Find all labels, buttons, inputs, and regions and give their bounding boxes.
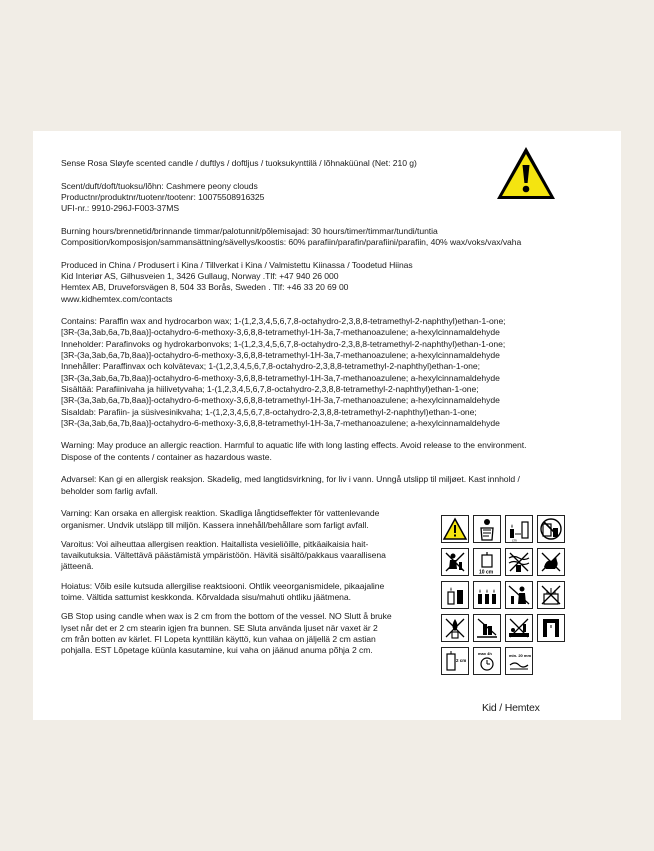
brand-logo-text: Kid / Hemtex [482, 702, 540, 714]
warning-et: Hoiatus: Võib esile kutsuda allergilise reaktsiooni. Ohtlik veeorganismidele, pikaajaline [61, 580, 385, 591]
product-label [33, 131, 621, 720]
contains-line: [3R-(3a,3ab,6a,7b,8aa)]-octahydro-6-methoxy-3,6,8,8-tetramethyl-1H-3a,7-methanoazulene; a-hexylcinnamaldehyde [61, 350, 500, 361]
burn-upright-icon [441, 581, 469, 609]
heat-resistant-surface-icon [473, 614, 501, 642]
warning-en: Warning: May produce an allergic reaction. Harmful to aquatic life with long lasting effects. Avoid release to the environment. [61, 440, 527, 451]
max-burn-time-icon [473, 647, 501, 675]
no-pets-icon [537, 548, 565, 576]
produced-in: Produced in China / Produsert i Kina / Tillverkat i Kina / Valmistettu Kiinassa / Toodetud Hiinas [61, 259, 413, 270]
contains-line: [3R-(3a,3ab,6a,7b,8aa)]-octahydro-6-methoxy-3,6,8,8-tetramethyl-1H-3a,7-methanoazulene; a-hexylcinnamaldehyde [61, 372, 500, 383]
safety-icon-grid [441, 515, 565, 675]
warning-sv: organismer. Undvik utsläpp till miljön. Kassera innehåll/behållare som farligt avfall. [61, 519, 369, 530]
stop-using: lyset når det er 2 cm stearin igjen fra bunnen. SE Sluta använda ljuset när vaxet är 2 [61, 622, 378, 633]
website: www.kidhemtex.com/contacts [61, 293, 173, 304]
burning-hours: Burning hours/brennetid/brinnande timmar/palotunnit/põlemisajad: 30 hours/timer/timmar/tundi/tuntia [61, 225, 438, 236]
warning-sv: Varning: Kan orsaka en allergisk reaktion. Skadliga långtidseffekter för vattenlevande [61, 508, 380, 519]
product-title: Sense Rosa Sløyfe scented candle / duftlys / doftljus / tuoksukynttilä / lõhnaküünal (Net: 210 g) [61, 158, 417, 168]
trim-wick-label: 10 cm [479, 569, 494, 575]
contains-line: [3R-(3a,3ab,6a,7b,8aa)]-octahydro-6-methoxy-3,6,8,8-tetramethyl-1H-3a,7-methanoazulene; a-hexylcinnamaldehyde [61, 417, 500, 428]
stop-burning-icon [537, 614, 565, 642]
no-unattended-icon [505, 581, 533, 609]
stop-at-2cm-icon [441, 647, 469, 675]
no-sleeping-icon [505, 614, 533, 642]
contains-line: [3R-(3a,3ab,6a,7b,8aa)]-octahydro-6-methoxy-3,6,8,8-tetramethyl-1H-3a,7-methanoazulene; a-hexylcinnamaldehyde [61, 327, 500, 338]
min-burn-time-label: min. 20 mm [509, 653, 532, 658]
contains-line: Sisältää: Parafiinivaha ja hiilivetyvaha; 1-(1,2,3,4,5,6,7,8-octahydro-2,3,8,8-tetramethyl-2-naphthyl)ethan-1-one; [61, 383, 479, 394]
read-instructions-icon [473, 515, 501, 543]
composition: Composition/komposisjon/sammansättning/sävellys/koostis: 60% parafiin/parafin/parafiini/parafiin, 40% wax/voks/vax/vaha [61, 237, 522, 248]
max-burn-time-label: max 4h [478, 651, 492, 656]
warning-en: Dispose of the contents / container as hazardous waste. [61, 451, 272, 462]
contains-line: Innehåller: Paraffinvax och kolvätevax; 1-(1,2,3,4,5,6,7,8-octahydro-2,3,8,8-tetramethyl-2-naphthyl)ethan-1-one; [61, 361, 480, 372]
product-number: Productnr/produktnr/tuotenr/tootenr: 10075508916325 [61, 191, 265, 202]
narrow-warnings [61, 508, 436, 656]
trim-wick-icon [473, 548, 501, 576]
warning-no: beholder som farlig avfall. [61, 485, 158, 496]
svg-text:cm: cm [512, 538, 517, 542]
stop-at-2cm-label: 2 cm [456, 658, 467, 663]
contains-line: [3R-(3a,3ab,6a,7b,8aa)]-octahydro-6-methoxy-3,6,8,8-tetramethyl-1H-3a,7-methanoazulene; a-hexylcinnamaldehyde [61, 395, 500, 406]
hemtex-address: Hemtex AB, Druveforsvägen 8, 504 33 Borås, Sweden . Tlf: +46 33 20 69 00 [61, 282, 349, 293]
contains-line: Sisaldab: Parafiin- ja süsivesinikvaha; 1-(1,2,3,4,5,6,7,8-octahydro-2,3,8,8-tetramethyl-2-naphthyl)ethan-1-one; [61, 406, 477, 417]
stop-using: GB Stop using candle when wax is 2 cm from the bottom of the vessel. NO Slutt å bruke [61, 611, 392, 622]
contains-block [61, 316, 606, 429]
no-children-icon [441, 548, 469, 576]
no-moving-icon [537, 581, 565, 609]
scent-line: Scent/duft/doft/tuoksu/lõhn: Cashmere peony clouds [61, 180, 258, 191]
warning-fi: tavaikutuksia. Vältettävä päästämistä ympäristöön. Hävitä sisältö/pakkaus vaarallisena [61, 550, 386, 561]
contains-line: Inneholder: Parafinvoks og hydrokarbonvoks; 1-(1,2,3,4,5,6,7,8-octahydro-2,3,8,8-tetramethyl-2-naphthyl)ethan-1-one; [61, 338, 506, 349]
warning-triangle-icon [441, 515, 469, 543]
spacing-candles-icon [473, 581, 501, 609]
warning-et: toime. Vältida sattumist keskkonda. Kõrvaldada sisu/mahuti ohtliku jäätmena. [61, 591, 351, 602]
warning-fi: jätteenä. [61, 561, 94, 572]
min-burn-time-icon [505, 647, 533, 675]
warning-fi: Varoitus: Voi aiheuttaa allergisen reaktion. Haitallista vesieliöille, pitkäaikaisia hait- [61, 538, 369, 549]
no-draft-icon [505, 548, 533, 576]
kid-address: Kid Interiør AS, Gilhusveien 1, 3426 Gullaug, Norway .Tlf: +47 940 26 000 [61, 270, 339, 281]
no-water-icon [441, 614, 469, 642]
stop-using: cm från botten av kärlet. FI Lopeta kynttilän käyttö, kun vahaa on jäljellä 2 cm astian [61, 633, 376, 644]
ufi-number: UFI-nr.: 9910-296J-F003-37MS [61, 203, 180, 214]
contains-line: Contains: Paraffin wax and hydrocarbon wax; 1-(1,2,3,4,5,6,7,8-octahydro-2,3,8,8-tetramethyl-2-naphthyl)ethan-1-one; [61, 316, 506, 327]
warning-no: Advarsel: Kan gi en allergisk reaksjon. Skadelig, med langtidsvirkning, for liv i vann. Unngå utslipp til miljøet. Kast innhold / [61, 474, 520, 485]
keep-distance-icon [505, 515, 533, 543]
no-flammable-objects-icon [537, 515, 565, 543]
stop-using: pohjalla. EST Lõpetage küünla kasutamine, kui vaha on jäänud anuma põhja 2 cm. [61, 645, 373, 656]
